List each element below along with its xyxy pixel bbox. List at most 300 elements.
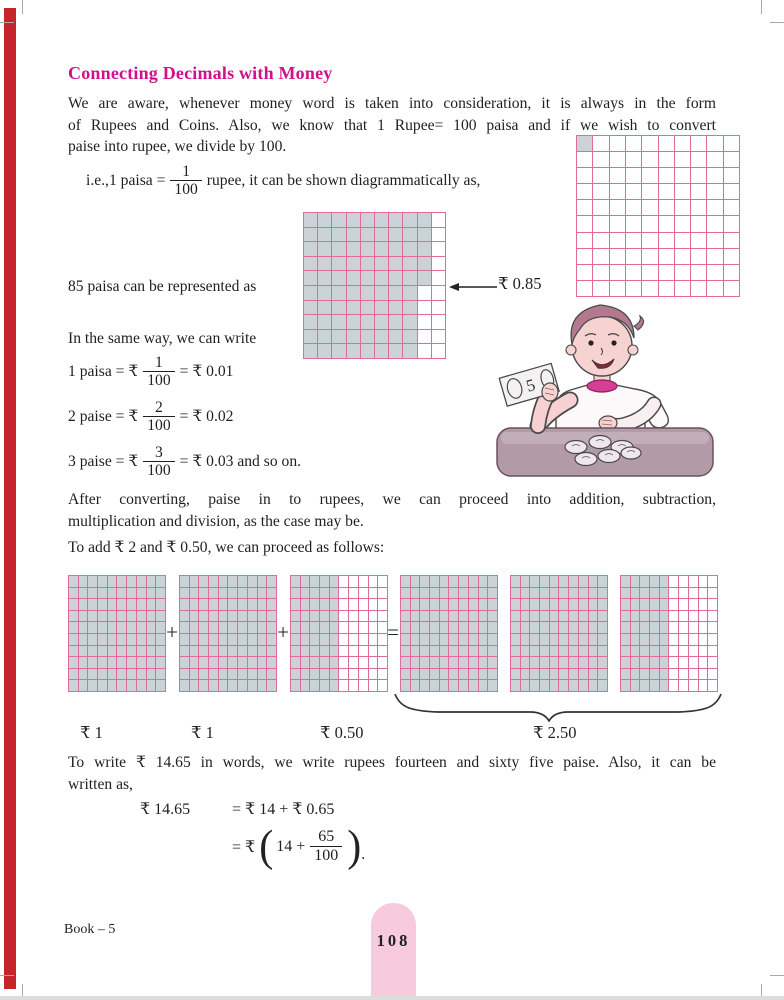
grid-cell — [156, 680, 165, 691]
grid-cell — [660, 680, 669, 691]
grid-cell — [550, 588, 559, 599]
grid-cell — [511, 680, 520, 691]
grid-cell — [361, 213, 374, 227]
grid-cell — [320, 622, 329, 633]
grid-cell — [432, 242, 445, 256]
grid-cell — [310, 622, 319, 633]
grid-cell — [411, 680, 420, 691]
grid-cell — [147, 657, 156, 668]
grid-cell — [642, 200, 657, 215]
grid-cell — [117, 622, 126, 633]
grid-cell — [569, 588, 578, 599]
grid-cell — [479, 588, 488, 599]
grid-cell — [389, 286, 402, 300]
grid-cell — [310, 611, 319, 622]
grid-cell — [330, 576, 339, 587]
grid-cell — [540, 669, 549, 680]
grid-cell — [117, 646, 126, 657]
plus-operator: + — [277, 620, 289, 644]
grid-cell — [432, 315, 445, 329]
paragraph-line: After converting, paise in to rupees, we can proceed into addition, subtraction, — [68, 491, 716, 508]
grid-cell — [488, 646, 497, 657]
fraction-denominator: 100 — [143, 461, 174, 479]
grid-cell — [238, 588, 247, 599]
grid-cell — [432, 301, 445, 315]
grid-cell — [449, 576, 458, 587]
paisa-85-grid — [303, 212, 446, 359]
grid-cell — [459, 588, 468, 599]
grid-cell — [430, 669, 439, 680]
grid-cell — [359, 657, 368, 668]
grid-cell — [479, 576, 488, 587]
grid-cell — [403, 315, 416, 329]
grid-cell — [258, 622, 267, 633]
grid-cell — [310, 657, 319, 668]
ie-line — [86, 161, 480, 201]
grid-cell — [301, 588, 310, 599]
grid-cell — [339, 680, 348, 691]
grid-cell — [267, 599, 276, 610]
grid-cell — [304, 213, 317, 227]
grid-cell — [699, 588, 708, 599]
grid-cell — [349, 622, 358, 633]
grid-cell — [626, 249, 641, 264]
grid-cell — [267, 646, 276, 657]
grid-cell — [621, 634, 630, 645]
grid-cell — [420, 634, 429, 645]
grid-cell — [69, 634, 78, 645]
grid-cell — [589, 657, 598, 668]
crop-mark — [770, 975, 784, 976]
grid-cell — [642, 216, 657, 231]
grid-cell — [708, 646, 717, 657]
grid-cell — [708, 622, 717, 633]
grid-cell — [332, 257, 345, 271]
grid-cell — [69, 622, 78, 633]
grid-cell — [361, 315, 374, 329]
grid-cell — [318, 257, 331, 271]
grid-cell — [679, 599, 688, 610]
grid-cell — [626, 233, 641, 248]
fraction-numerator: 65 — [318, 828, 335, 846]
grid-cell — [530, 669, 539, 680]
grid-cell — [679, 669, 688, 680]
fraction-2-100 — [143, 400, 174, 435]
grid-cell — [127, 657, 136, 668]
grid-cell — [550, 634, 559, 645]
fraction-denominator: 100 — [170, 180, 201, 198]
crop-mark — [761, 0, 762, 14]
grid-cell — [430, 646, 439, 657]
grid-cell — [669, 622, 678, 633]
grid-cell — [411, 599, 420, 610]
grid-cell — [199, 599, 208, 610]
grid-cell — [650, 576, 659, 587]
grid-cell — [301, 576, 310, 587]
grid-cell — [440, 588, 449, 599]
grid-cell — [359, 646, 368, 657]
grid-cell — [540, 588, 549, 599]
grid-cell — [689, 588, 698, 599]
grid-cell — [724, 200, 739, 215]
grid-cell — [640, 611, 649, 622]
grid-cell — [707, 249, 722, 264]
grid-cell — [361, 257, 374, 271]
paise-line-pre: 2 paise = ₹ — [68, 408, 139, 426]
grid-cell — [679, 588, 688, 599]
fraction-3-100 — [143, 445, 174, 480]
grid-cell — [610, 136, 625, 151]
grid-cell — [88, 634, 97, 645]
grid-cell — [420, 657, 429, 668]
grid-cell — [98, 576, 107, 587]
close-paren: ) — [347, 822, 362, 872]
grid-cell — [579, 669, 588, 680]
grid-cell — [310, 576, 319, 587]
grid-cell — [569, 657, 578, 668]
grid-cell — [228, 599, 237, 610]
grid-cell — [469, 669, 478, 680]
grid-cell — [418, 330, 431, 344]
grid-cell — [411, 588, 420, 599]
grid-cell — [389, 257, 402, 271]
grid-cell — [691, 136, 706, 151]
grid-cell — [320, 599, 329, 610]
grid-cell — [304, 228, 317, 242]
grid-cell — [301, 611, 310, 622]
grid-cell — [267, 657, 276, 668]
paise-line-3 — [68, 441, 301, 483]
grid-cell — [291, 611, 300, 622]
grid-cell — [108, 680, 117, 691]
grid-cell — [248, 599, 257, 610]
grid-cell — [440, 622, 449, 633]
fraction-denominator: 100 — [310, 846, 342, 865]
grid-cell — [209, 622, 218, 633]
grid-cell — [488, 599, 497, 610]
grid-cell — [291, 657, 300, 668]
grid-cell — [708, 599, 717, 610]
grid-cell — [440, 669, 449, 680]
grid-cell — [689, 646, 698, 657]
grid-cell — [375, 344, 388, 358]
grid-cell — [707, 281, 722, 296]
grid-cell — [137, 669, 146, 680]
grid-cell — [691, 152, 706, 167]
grid-cell — [349, 599, 358, 610]
grid-cell — [238, 657, 247, 668]
rep85-value: ₹ 0.85 — [498, 274, 542, 293]
grid-cell — [69, 646, 78, 657]
grid-cell — [449, 611, 458, 622]
grid-cell — [349, 680, 358, 691]
grid-cell — [521, 657, 530, 668]
grid-cell — [375, 315, 388, 329]
grid-cell — [190, 646, 199, 657]
grid-cell — [332, 228, 345, 242]
grid-cell — [318, 242, 331, 256]
grid-cell — [550, 622, 559, 633]
grid-cell — [488, 669, 497, 680]
eye — [588, 340, 593, 345]
grid-cell — [579, 680, 588, 691]
grid-cell — [69, 576, 78, 587]
grid-cell — [359, 622, 368, 633]
rep85-label: 85 paisa can be represented as — [68, 278, 257, 295]
grid-cell — [147, 576, 156, 587]
grid-cell — [320, 576, 329, 587]
grid-cell — [430, 680, 439, 691]
grid-cell — [626, 281, 641, 296]
addend-grid-3 — [290, 575, 388, 692]
grid-value-label: ₹ 1 — [191, 723, 214, 742]
grid-cell — [579, 634, 588, 645]
grid-cell — [267, 669, 276, 680]
grid-cell — [79, 669, 88, 680]
grid-cell — [98, 622, 107, 633]
grid-cell — [577, 152, 592, 167]
grid-cell — [707, 168, 722, 183]
grid-cell — [699, 680, 708, 691]
grid-cell — [459, 599, 468, 610]
grid-cell — [642, 152, 657, 167]
grid-cell — [626, 216, 641, 231]
grid-cell — [631, 622, 640, 633]
grid-cell — [540, 657, 549, 668]
grid-cell — [401, 657, 410, 668]
grid-cell — [699, 669, 708, 680]
grid-cell — [640, 576, 649, 587]
hand-holding-note — [542, 383, 558, 401]
grid-cell — [248, 611, 257, 622]
grid-cell — [469, 611, 478, 622]
grid-cell — [432, 271, 445, 285]
grid-cell — [108, 646, 117, 657]
grid-cell — [675, 233, 690, 248]
grid-cell — [440, 646, 449, 657]
grid-cell — [219, 634, 228, 645]
grid-cell — [724, 233, 739, 248]
grid-cell — [418, 315, 431, 329]
grid-cell — [724, 168, 739, 183]
grid-cell — [669, 669, 678, 680]
grid-cell — [369, 576, 378, 587]
result-grid-2 — [510, 575, 608, 692]
grid-cell — [347, 286, 360, 300]
grid-cell — [579, 599, 588, 610]
grid-cell — [209, 599, 218, 610]
grid-cell — [291, 680, 300, 691]
grid-cell — [137, 646, 146, 657]
grid-cell — [679, 576, 688, 587]
grid-cell — [411, 622, 420, 633]
grid-cell — [258, 657, 267, 668]
grid-cell — [569, 611, 578, 622]
grid-cell — [699, 657, 708, 668]
grid-cell — [199, 622, 208, 633]
grid-cell — [691, 168, 706, 183]
grid-cell — [228, 680, 237, 691]
grid-cell — [304, 301, 317, 315]
grid-cell — [389, 228, 402, 242]
paragraph-line: of Rupees and Coins. Also, we know that 1 Rupee= 100 paisa and if we wish to convert — [68, 116, 716, 134]
grid-cell — [631, 680, 640, 691]
grid-cell — [88, 576, 97, 587]
grid-cell — [569, 576, 578, 587]
grid-cell — [631, 611, 640, 622]
grid-cell — [449, 588, 458, 599]
grid-cell — [598, 657, 607, 668]
grid-cell — [180, 634, 189, 645]
fraction-numerator: 1 — [182, 162, 190, 180]
grid-cell — [137, 611, 146, 622]
grid-cell — [530, 680, 539, 691]
grid-cell — [593, 216, 608, 231]
grid-cell — [301, 634, 310, 645]
grid-cell — [389, 271, 402, 285]
grid-cell — [267, 622, 276, 633]
grid-cell — [521, 588, 530, 599]
grid-cell — [589, 669, 598, 680]
grid-cell — [430, 611, 439, 622]
grid-cell — [589, 646, 598, 657]
grid-cell — [209, 646, 218, 657]
grid-cell — [577, 281, 592, 296]
grid-cell — [219, 657, 228, 668]
grid-cell — [488, 588, 497, 599]
grid-cell — [258, 611, 267, 622]
grid-cell — [248, 669, 257, 680]
grid-cell — [117, 599, 126, 610]
grid-cell — [79, 599, 88, 610]
grid-cell — [420, 680, 429, 691]
grid-cell — [598, 622, 607, 633]
grid-cell — [488, 611, 497, 622]
grid-cell — [117, 576, 126, 587]
grid-cell — [626, 184, 641, 199]
grid-cell — [199, 576, 208, 587]
grid-cell — [401, 669, 410, 680]
grid-cell — [449, 669, 458, 680]
grid-cell — [669, 680, 678, 691]
grid-cell — [267, 634, 276, 645]
grid-cell — [593, 233, 608, 248]
grid-cell — [79, 646, 88, 657]
grid-cell — [209, 588, 218, 599]
grid-cell — [579, 576, 588, 587]
grid-cell — [724, 136, 739, 151]
grid-cell — [449, 634, 458, 645]
grid-cell — [418, 271, 431, 285]
grid-cell — [339, 634, 348, 645]
grid-cell — [642, 265, 657, 280]
grid-cell — [304, 257, 317, 271]
grid-cell — [330, 588, 339, 599]
grid-cell — [180, 588, 189, 599]
grid-cell — [369, 611, 378, 622]
grid-cell — [79, 634, 88, 645]
grid-cell — [378, 669, 387, 680]
grid-cell — [642, 281, 657, 296]
grid-cell — [691, 216, 706, 231]
grid-cell — [219, 680, 228, 691]
grid-cell — [156, 622, 165, 633]
grid-cell — [361, 271, 374, 285]
grid-cell — [137, 657, 146, 668]
write-paragraph — [68, 752, 716, 795]
grid-cell — [228, 646, 237, 657]
grid-cell — [459, 657, 468, 668]
collar — [587, 380, 617, 392]
grid-cell — [511, 634, 520, 645]
grid-cell — [598, 669, 607, 680]
grid-cell — [127, 646, 136, 657]
grid-cell — [304, 315, 317, 329]
grid-cell — [650, 599, 659, 610]
grid-cell — [369, 634, 378, 645]
grid-cell — [347, 344, 360, 358]
grid-cell — [117, 588, 126, 599]
grid-cell — [180, 599, 189, 610]
grid-cell — [631, 669, 640, 680]
grid-cell — [640, 588, 649, 599]
grid-cell — [339, 646, 348, 657]
grid-cell — [361, 242, 374, 256]
grid-cell — [669, 634, 678, 645]
grid-cell — [626, 168, 641, 183]
grid-cell — [420, 646, 429, 657]
grid-cell — [660, 622, 669, 633]
grid-cell — [675, 136, 690, 151]
grid-cell — [699, 646, 708, 657]
grid-cell — [631, 634, 640, 645]
section-title: Connecting Decimals with Money — [68, 63, 333, 83]
grid-cell — [238, 622, 247, 633]
grid-cell — [577, 200, 592, 215]
grid-cell — [330, 680, 339, 691]
grid-cell — [147, 588, 156, 599]
grid-cell — [79, 611, 88, 622]
grid-cell — [707, 152, 722, 167]
grid-cell — [569, 669, 578, 680]
grid-cell — [332, 242, 345, 256]
grid-cell — [631, 657, 640, 668]
grid-cell — [540, 599, 549, 610]
grid-cell — [640, 622, 649, 633]
grid-cell — [190, 622, 199, 633]
curly-brace — [392, 692, 724, 722]
grid-cell — [117, 657, 126, 668]
grid-cell — [310, 588, 319, 599]
page-spine-bar — [4, 8, 16, 989]
grid-cell — [378, 657, 387, 668]
grid-cell — [689, 599, 698, 610]
page-bottom-edge — [0, 996, 784, 1000]
grid-cell — [569, 680, 578, 691]
grid-cell — [420, 611, 429, 622]
grid-cell — [418, 344, 431, 358]
grid-cell — [459, 576, 468, 587]
paise-line-pre: 3 paise = ₹ — [68, 453, 139, 471]
grid-cell — [137, 599, 146, 610]
grid-cell — [469, 646, 478, 657]
grid-cell — [589, 622, 598, 633]
grid-cell — [79, 657, 88, 668]
grid-cell — [403, 344, 416, 358]
grid-cell — [401, 680, 410, 691]
grid-cell — [420, 576, 429, 587]
grid-cell — [347, 330, 360, 344]
